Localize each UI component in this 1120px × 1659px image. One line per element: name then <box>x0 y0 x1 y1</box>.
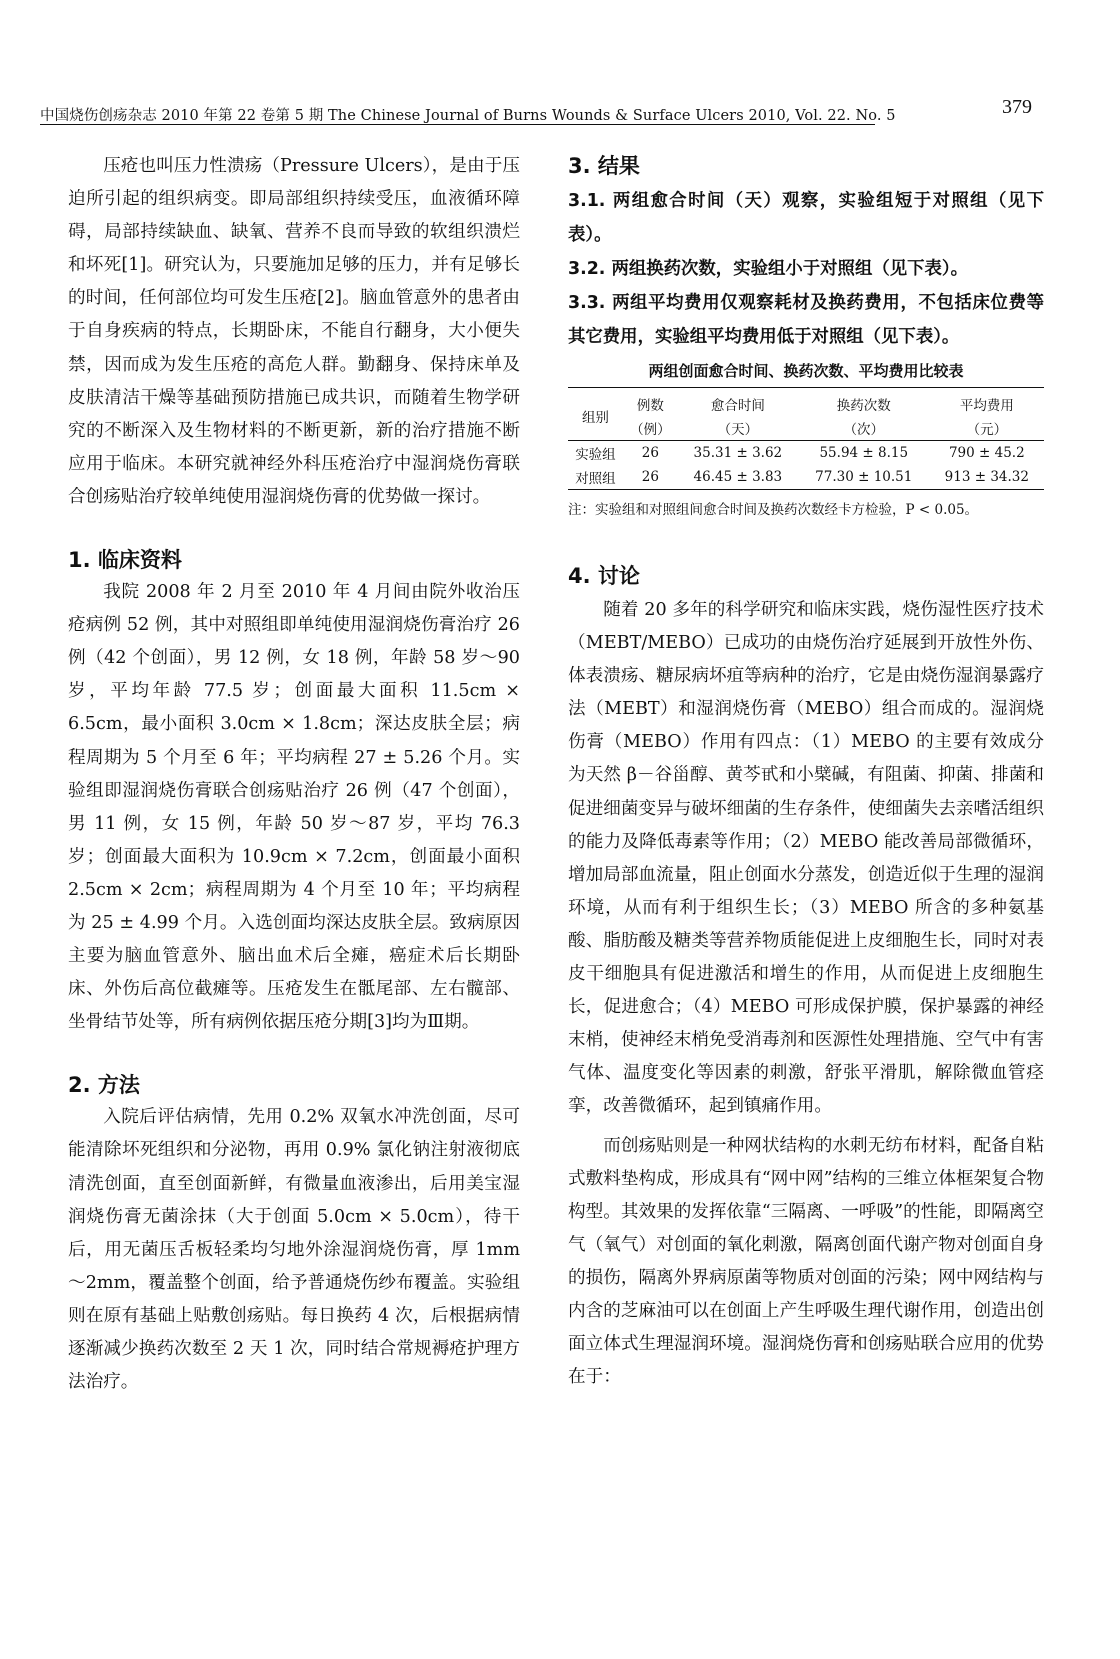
table-cell: 77.30 ± 10.51 <box>798 465 930 490</box>
table-header-cell: 愈合时间 <box>678 388 798 417</box>
right-column <box>568 150 1044 1394</box>
section3-title: 3. 结果 <box>568 154 640 178</box>
intro-paragraph: 压疮也叫压力性溃疡（Pressure Ulcers），是由于压迫所引起的组织病变。即局部组织持续受压，血液循环障碍，局部持续缺血、缺氧、营养不良而导致的软组织溃烂和坏死[1]。研究认为，只要施加足够的压力，并有足够长的时间，任何部位均可发生压疮[2]。脑血管意外的患者由于自身疾病的特点，长期卧床，不能自行翻身，大小便失禁，因而成为发生压疮的高危人群。勤翻身、保持床单及皮肤清洁干燥等基础预防措施已成共识，而随着生物学研究的不断深入及生物材料的不断更新，新的治疗措施不断应用于临床。本研究就神经外科压疮治疗中湿润烧伤膏联合创疡贴治疗较单纯使用湿润烧伤膏的优势做一探讨。 <box>68 156 520 507</box>
journal-line: 中国烧伤创疡杂志 2010 年第 22 卷第 5 期 The Chinese Journal of Burns Wounds & Surface Ulcers 2010, Vol. 22. No. 5 <box>40 108 896 124</box>
comparison-table <box>568 387 1044 490</box>
table-cell: 实验组 <box>575 447 616 463</box>
section1-paragraph: 我院 2008 年 2 月至 2010 年 4 月间由院外收治压疮病例 52 例，其中对照组即单纯使用湿润烧伤膏治疗 26 例（42 个创面），男 12 例，女 18 例，年龄 58 岁～90 岁，平均年龄 77.5 岁；创面最大面积 11.5cm × 6.5cm，最小面积 3.0cm × 1.8cm；深达皮肤全层；病程周期为 5 个月至 6 年；平均病程 27 ± 5.26 个月。实验组即湿润烧伤膏联合创疡贴治疗 26 例（47 个创面），男 11 例，女 15 例，年龄 50 岁～87 岁，平均 76.3 岁；创面最大面积为 10.9cm × 7.2cm，创面最小面积 2.5cm × 2cm；病程周期为 4 个月至 10 年；平均病程为 25 ± 4.99 个月。入选创面均深达皮肤全层。致病原因主要为脑血管意外、脑出血术后全瘫，癌症术后长期卧床、外伤后高位截瘫等。压疮发生在骶尾部、左右髋部、坐骨结节处等，所有病例依据压疮分期[3]均为Ⅲ期。 <box>68 582 520 1033</box>
table-row <box>568 441 1044 466</box>
section2-paragraph: 入院后评估病情，先用 0.2% 双氧水冲洗创面，尽可能清除坏死组织和分泌物，再用 0.9% 氯化钠注射液彻底清洗创面，直至创面新鲜，有微量血液渗出，后用美宝湿润烧伤膏无菌涂抹（大于创面 5.0cm × 5.0cm），待干后，用无菌压舌板轻柔均匀地外涂湿润烧伤膏，厚 1mm～2mm，覆盖整个创面，给予普通烧伤纱布覆盖。实验组则在原有基础上贴敷创疡贴。每日换药 4 次，后根据病情逐渐减少换药次数至 2 天 1 次，同时结合常规褥疮护理方法治疗。 <box>68 1107 520 1393</box>
discussion-paragraph-2: 而创疡贴则是一种网状结构的水刺无纺布材料，配备自粘式敷料垫构成，形成具有“网中网”结构的三维立体框架复合物构型。其效果的发挥依靠“三隔离、一呼吸”的性能，即隔离空气（氧气）对创面的氧化刺激，隔离创面代谢产物对创面自身的损伤，隔离外界病原菌等物质对创面的污染；网中网结构与内含的芝麻油可以在创面上产生呼吸生理代谢作用，创造出创面立体式生理湿润环境。湿润烧伤膏和创疡贴联合应用的优势在于： <box>568 1135 1044 1388</box>
section2-title: 2. 方法 <box>68 1073 140 1098</box>
table-header-cell: 平均费用 <box>930 388 1044 417</box>
table-row <box>568 465 1044 490</box>
result-3-1: 3.1. 两组愈合时间（天）观察，实验组短于对照组（见下表）。 <box>568 191 1044 245</box>
table-cell: 46.45 ± 3.83 <box>678 465 798 490</box>
page-number: 379 <box>1002 96 1032 118</box>
result-3-2: 3.2. 两组换药次数，实验组小于对照组（见下表）。 <box>568 259 968 279</box>
table-cell: 对照组 <box>568 465 623 490</box>
table-units-row <box>568 416 1044 441</box>
table-unit-cell: （次） <box>798 416 930 441</box>
table-cell: 26 <box>623 465 678 490</box>
table-cell: 913 ± 34.32 <box>930 465 1044 490</box>
table-header-cell: 例数 <box>623 388 678 417</box>
result-3-3: 3.3. 两组平均费用仅观察耗材及换药费用，不包括床位费等其它费用，实验组平均费用低于对照组（见下表）。 <box>568 293 1044 347</box>
table-cell: 790 ± 45.2 <box>948 445 1025 461</box>
table-header-cell: 组别 <box>568 388 623 441</box>
header-rule <box>40 124 875 125</box>
table-cell: 55.94 ± 8.15 <box>819 445 909 461</box>
section1-title: 1. 临床资料 <box>68 548 182 573</box>
table-cell: 26 <box>641 445 659 461</box>
table-note: 注：实验组和对照组间愈合时间及换药次数经卡方检验，P < 0.05。 <box>568 502 979 518</box>
left-column <box>68 150 520 1399</box>
running-header <box>40 96 1040 126</box>
table-unit-cell: （天） <box>678 416 798 441</box>
table-cell: 35.31 ± 3.62 <box>693 445 783 461</box>
table-title: 两组创面愈合时间、换药次数、平均费用比较表 <box>648 362 964 380</box>
table-header-cell: 换药次数 <box>798 388 930 417</box>
discussion-paragraph-1: 随着 20 多年的科学研究和临床实践，烧伤湿性医疗技术（MEBT/MEBO）已成功的由烧伤治疗延展到开放性外伤、体表溃疡、糖尿病坏疽等病种的治疗，它是由烧伤湿润暴露疗法（MEBT）和湿润烧伤膏（MEBO）组合而成的。湿润烧伤膏（MEBO）作用有四点：（1）MEBO 的主要有效成分为天然 β－谷甾醇、黄芩甙和小檗碱，有阻菌、抑菌、排菌和促进细菌变异与破坏细菌的生存条件，使细菌失去亲嗜活组织的能力及降低毒素等作用；（2）MEBO 能改善局部微循环，增加局部血流量，阻止创面水分蒸发，创造近似于生理的湿润环境，从而有利于组织生长；（3）MEBO 所含的多种氨基酸、脂肪酸及糖类等营养物质能促进上皮细胞生长，同时对表皮干细胞具有促进激活和增生的作用，从而促进上皮细胞生长，促进愈合；（4）MEBO 可形成保护膜，保护暴露的神经末梢，使神经末梢免受消毒剂和医源性处理措施、空气中有害气体、温度变化等因素的刺激，舒张平滑肌，解除微血管痉挛，改善微循环，起到镇痛作用。 <box>568 600 1044 1117</box>
table-unit-cell: （元） <box>930 416 1044 441</box>
table-unit-cell: （例） <box>623 416 678 441</box>
section4-title: 4. 讨论 <box>568 564 640 588</box>
table-header-row <box>568 388 1044 417</box>
